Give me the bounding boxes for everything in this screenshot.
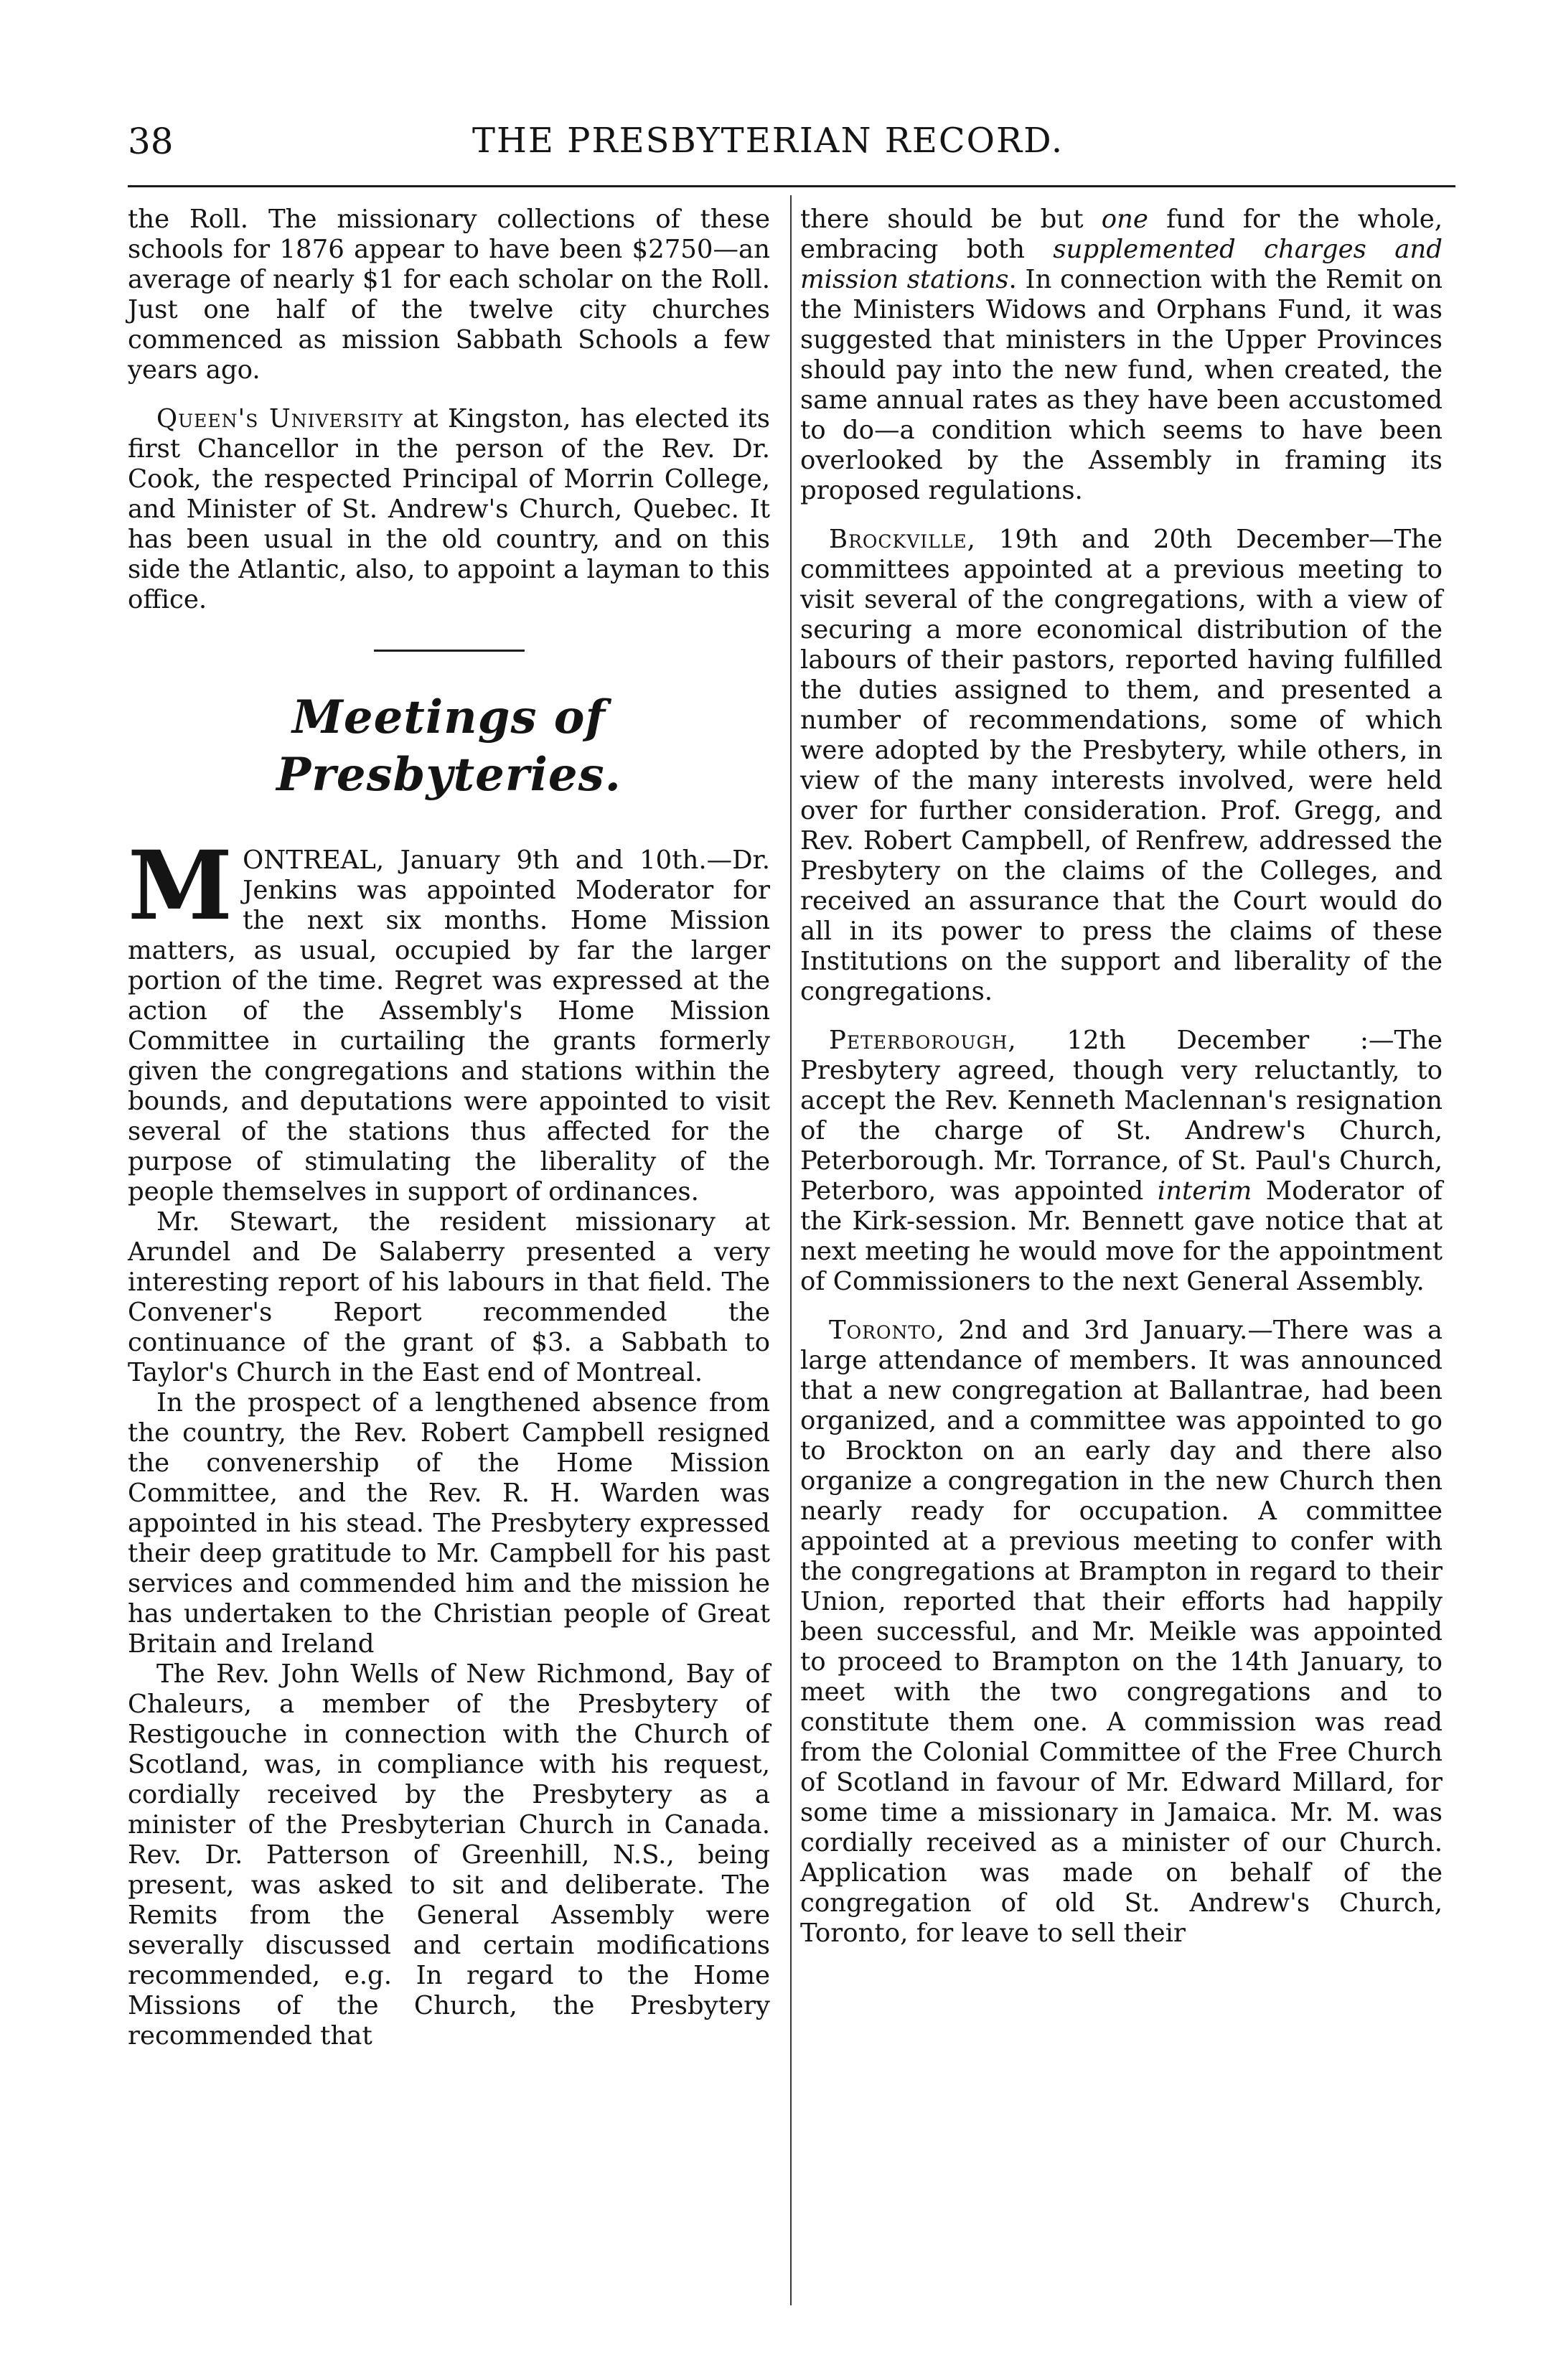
lead-toronto: Toronto (829, 1316, 937, 1345)
page-number: 38 (128, 121, 174, 162)
left-column (128, 205, 770, 2051)
lead-peterborough: Peterborough (829, 1026, 1008, 1055)
paragraph-one-fund: there should be but one fund for the whole, embracing both supplemented charges and mission stations. In connection with the Remit on the Ministers Widows and Orphans Fund, it was suggested that ministers in the Upper Provinces should pay into the new fund, when created, the same annual rates as they have been accustomed to do—a condition which seems to have been overlooked by the Assembly in framing its proposed regulations. (800, 205, 1443, 505)
paragraph-stewart: Mr. Stewart, the resident missionary at Arundel and De Salaberry presented a very interesting report of his labours in that field. The Convener's Report recommended the continuance of the grant of $3. a Sabbath to Taylor's Church in the East end of Montreal. (128, 1207, 770, 1387)
page-header (128, 121, 1455, 171)
paragraph-queens-university: Queen's University at Kingston, has elected its first Chancellor in the person of the Rev. Dr. Cook, the respected Principal of Morrin College, and Minister of St. Andrew's Church, Quebec. It has been usual in the old country, and on this side the Atlantic, also, to appoint a layman to this office. (128, 404, 770, 614)
paragraph-sabbath-schools: the Roll. The missionary collections of these schools for 1876 appear to have been $2750—an average of nearly $1 for each scholar on the Roll. Just one half of the twelve city churches commenced as mission Sabbath Schools a few years ago. (128, 205, 770, 385)
running-title: THE PRESBYTERIAN RECORD. (472, 121, 1064, 161)
lead-brockville: Brockville (829, 525, 967, 554)
paragraph-montreal: MONTREAL, January 9th and 10th.—Dr. Jenkins was appointed Moderator for the next six months. Home Mission matters, as usual, occupied by far the larger portion of the time. Regret was expressed at the action of the Assembly's Home Mission Committee in curtailing the grants formerly given the congregations and stations within the bounds, and deputations were appointed to visit several of the stations thus affected for the purpose of stimulating the liberality of the people themselves in support of ordinances. (128, 830, 770, 1207)
column-divider (790, 195, 792, 2305)
right-column (800, 205, 1443, 1949)
paragraph-toronto: Toronto, 2nd and 3rd January.—There was a large attendance of members. It was announced that a new congregation at Ballantrae, had been organized, and a committee was appointed to go to Brockton on an early day and there also organize a congregation in the new Church then nearly ready for occupation. A committee appointed at a previous meeting to confer with the congregations at Brampton in regard to their Union, reported that their efforts had happily been successful, and Mr. Meikle was appointed to proceed to Brampton on the 14th January, to meet with the two congregations and to constitute them one. A commission was read from the Colonial Committee of the Free Church of Scotland in favour of Mr. Edward Millard, for some time a missionary in Jamaica. Mr. M. was cordially received as a minister of our Church. Application was made on behalf of the congregation of old St. Andrew's Church, Toronto, for leave to sell their (800, 1316, 1443, 1948)
paragraph-brockville: Brockville, 19th and 20th December—The committees appointed at a previous meeting to visit several of the congregations, with a view of securing a more economical distribution of the labours of their pastors, reported having fulfilled the duties assigned to them, and presented a number of recommendations, some of which were adopted by the Presbytery, while others, in view of the many interests involved, were held over for further consideration. Prof. Gregg, and Rev. Robert Campbell, of Renfrew, addressed the Presbytery on the claims of the Colleges, and received an assurance that the Court would do all in its power to press the claims of these Institutions on the support and liberality of the congregations. (800, 525, 1443, 1006)
paragraph-campbell: In the prospect of a lengthened absence from the country, the Rev. Robert Campbell resigned the convenership of the Home Mission Committee, and the Rev. R. H. Warden was appointed in his stead. The Presbytery expressed their deep gratitude to Mr. Campbell for his past services and commended him and the mission he has undertaken to the Christian people of Great Britain and Ireland (128, 1388, 770, 1659)
header-rule (128, 185, 1455, 187)
lead-queens-university: Queen's University (156, 404, 403, 434)
section-heading: Meetings of Presbyteries. (276, 690, 622, 802)
paragraph-peterborough: Peterborough, 12th December :—The Presbytery agreed, though very reluctantly, to accept the Rev. Kenneth Maclennan's resignation of the charge of St. Andrew's Church, Peterborough. Mr. Torrance, of St. Paul's Church, Peterboro, was appointed interim Moderator of the Kirk-session. Mr. Bennett gave notice that at next meeting he would move for the appointment of Commissioners to the next General Assembly. (800, 1026, 1443, 1296)
section-divider (374, 650, 525, 652)
paragraph-wells: The Rev. John Wells of New Richmond, Bay of Chaleurs, a member of the Presbytery of Restigouche in connection with the Church of Scotland, was, in compliance with his request, cordially received by the Presbytery as a minister of the Presbyterian Church in Canada. Rev. Dr. Patterson of Greenhill, N.S., being present, was asked to sit and deliberate. The Remits from the General Assembly were severally discussed and certain modifications recommended, e.g. In regard to the Home Missions of the Church, the Presbytery recommended that (128, 1659, 770, 2051)
drop-cap: M (128, 830, 233, 942)
